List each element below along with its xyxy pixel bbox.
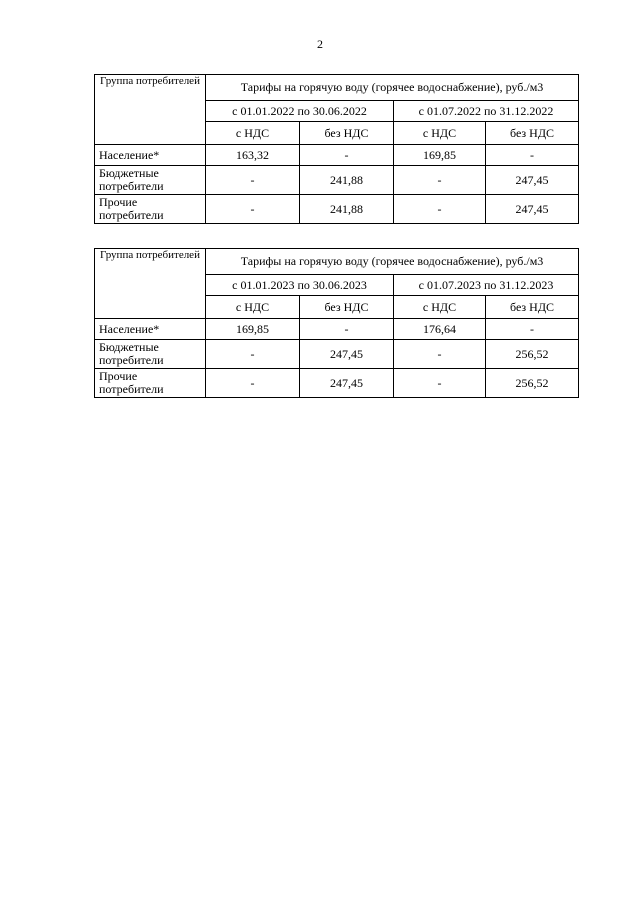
value-cell: - xyxy=(394,166,486,195)
page-number: 2 xyxy=(317,37,323,51)
vat-header: без НДС xyxy=(300,122,394,145)
value-cell: - xyxy=(394,195,486,224)
period-header: с 01.01.2023 по 30.06.2023 xyxy=(206,275,394,296)
vat-header: с НДС xyxy=(394,122,486,145)
period-header: с 01.07.2023 по 31.12.2023 xyxy=(394,275,579,296)
tariff-title: Тарифы на горячую воду (горячее водоснабжение), руб./м3 xyxy=(206,75,579,101)
group-header: Группа потребителей xyxy=(95,249,206,319)
value-cell: 241,88 xyxy=(300,195,394,224)
period-header: с 01.01.2022 по 30.06.2022 xyxy=(206,101,394,122)
vat-header: без НДС xyxy=(486,122,579,145)
value-cell: 247,45 xyxy=(300,369,394,398)
category-cell: Население* xyxy=(95,145,206,166)
vat-header: с НДС xyxy=(394,296,486,319)
group-header: Группа потребителей xyxy=(95,75,206,145)
table-row xyxy=(95,145,579,166)
value-cell: - xyxy=(486,145,579,166)
value-cell: - xyxy=(206,369,300,398)
value-cell: 169,85 xyxy=(394,145,486,166)
category-cell: Бюджетные потребители xyxy=(95,340,206,369)
vat-header: с НДС xyxy=(206,296,300,319)
table-row xyxy=(95,195,579,224)
value-cell: - xyxy=(394,369,486,398)
table-row xyxy=(95,340,579,369)
table-row xyxy=(95,369,579,398)
value-cell: - xyxy=(394,340,486,369)
value-cell: 256,52 xyxy=(486,340,579,369)
tariff-table-2022 xyxy=(94,74,579,224)
value-cell: - xyxy=(300,319,394,340)
value-cell: - xyxy=(206,166,300,195)
category-cell: Прочие потребители xyxy=(95,369,206,398)
tariff-title: Тарифы на горячую воду (горячее водоснабжение), руб./м3 xyxy=(206,249,579,275)
value-cell: 163,32 xyxy=(206,145,300,166)
table-row xyxy=(95,319,579,340)
value-cell: 247,45 xyxy=(486,195,579,224)
value-cell: - xyxy=(206,340,300,369)
period-header: с 01.07.2022 по 31.12.2022 xyxy=(394,101,579,122)
category-cell: Население* xyxy=(95,319,206,340)
value-cell: 247,45 xyxy=(486,166,579,195)
value-cell: 256,52 xyxy=(486,369,579,398)
tariff-table-2023 xyxy=(94,248,579,398)
value-cell: - xyxy=(300,145,394,166)
category-cell: Бюджетные потребители xyxy=(95,166,206,195)
value-cell: 241,88 xyxy=(300,166,394,195)
value-cell: - xyxy=(206,195,300,224)
category-cell: Прочие потребители xyxy=(95,195,206,224)
value-cell: 176,64 xyxy=(394,319,486,340)
vat-header: без НДС xyxy=(486,296,579,319)
value-cell: 169,85 xyxy=(206,319,300,340)
value-cell: - xyxy=(486,319,579,340)
vat-header: с НДС xyxy=(206,122,300,145)
vat-header: без НДС xyxy=(300,296,394,319)
table-row xyxy=(95,166,579,195)
value-cell: 247,45 xyxy=(300,340,394,369)
